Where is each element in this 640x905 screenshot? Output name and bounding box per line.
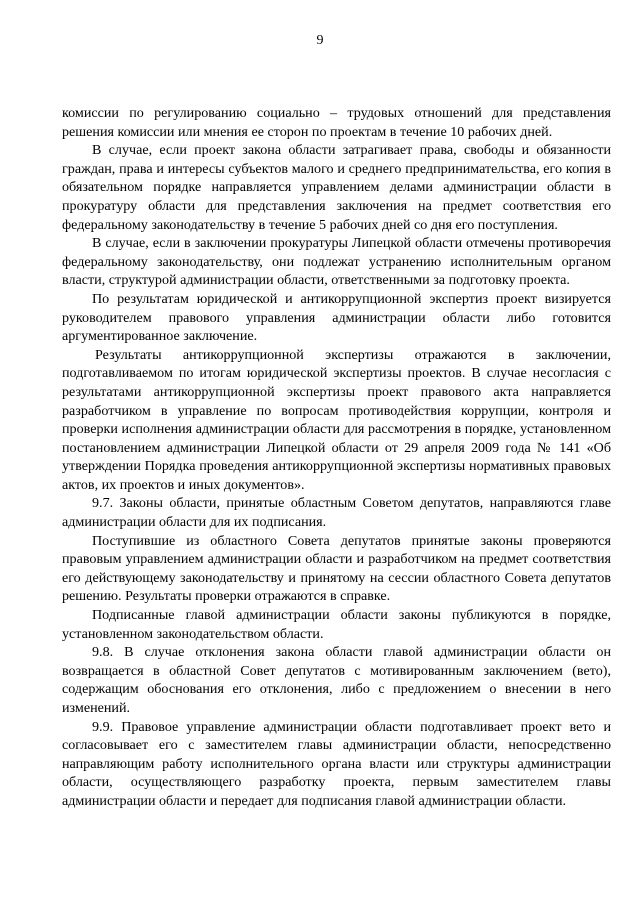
- paragraph-9-8: 9.8. В случае отклонения закона области главой администрации области он возвращается в областной Совет депутатов с мотивированным заключением (вето), содержащим обоснования его отклонения, либо с предложением о внесении в него изменений.: [62, 644, 611, 716]
- paragraph-anticorruption-results: Результаты антикоррупционной экспертизы отражаются в заключении, подготавливаемом по итогам юридической экспертизы проектов. В случае несогласия с результатами антикоррупционной экспертизы проект правового акта направляется разработчиком в управление по вопросам противодействия коррупции, контроля и проверки исполнения администрации области для рассмотрения в порядке, установленном постановлением администрации Липецкой области от 29 апреля 2009 года № 141 «Об утверждении Порядка проведения антикоррупционной экспертизы нормативных правовых актов, их проектов и иных документов».: [62, 346, 611, 493]
- paragraph-laws-verification: Поступившие из областного Совета депутатов принятые законы проверяются правовым управлением администрации области и разработчиком на предмет соответствия его действующему законодательству и принятому на сессии областного Совета депутатов решению. Результаты проверки отражаются в справке.: [62, 532, 611, 605]
- paragraph-expertise-visa: По результатам юридической и антикоррупционной экспертиз проект визируется руководителем правового управления администрации области либо готовится аргументированное заключение.: [62, 290, 611, 345]
- page-number: 9: [316, 33, 324, 48]
- paragraph-continuation: комиссии по регулированию социально – трудовых отношений для представления решения комиссии или мнения ее сторон по проектам в течение 10 рабочих дней.: [62, 105, 611, 140]
- paragraph-laws-publication: Подписанные главой администрации области законы публикуются в порядке, установленном законодательством области.: [62, 607, 611, 642]
- paragraph-contradictions: В случае, если в заключении прокуратуры Липецкой области отмечены противоречия федеральному законодательству, они подлежат устранению исполнительным органом власти, структурой администрации области, ответственными за подготовку проекта.: [62, 235, 611, 289]
- document-body: [62, 104, 611, 811]
- paragraph-prosecutor-review: В случае, если проект закона области затрагивает права, свободы и обязанности граждан, права и интересы субъектов малого и среднего предпринимательства, его копия в обязательном порядке направляется управлением делами администрации области в прокуратуру области для представления заключения на предмет соответствия его федеральному законодательству в течение 5 рабочих дней со дня его поступления.: [62, 142, 611, 233]
- paragraph-9-9: 9.9. Правовое управление администрации области подготавливает проект вето и согласовывает его с заместителем главы администрации области, непосредственно направляющим работу исполнительного органа власти или структуры администрации области, осуществляющего разработку проекта, первым заместителем главы администрации области и передает для подписания главой администрации области.: [62, 718, 611, 809]
- paragraph-9-7: 9.7. Законы области, принятые областным Советом депутатов, направляются главе администрации области для их подписания.: [62, 495, 611, 531]
